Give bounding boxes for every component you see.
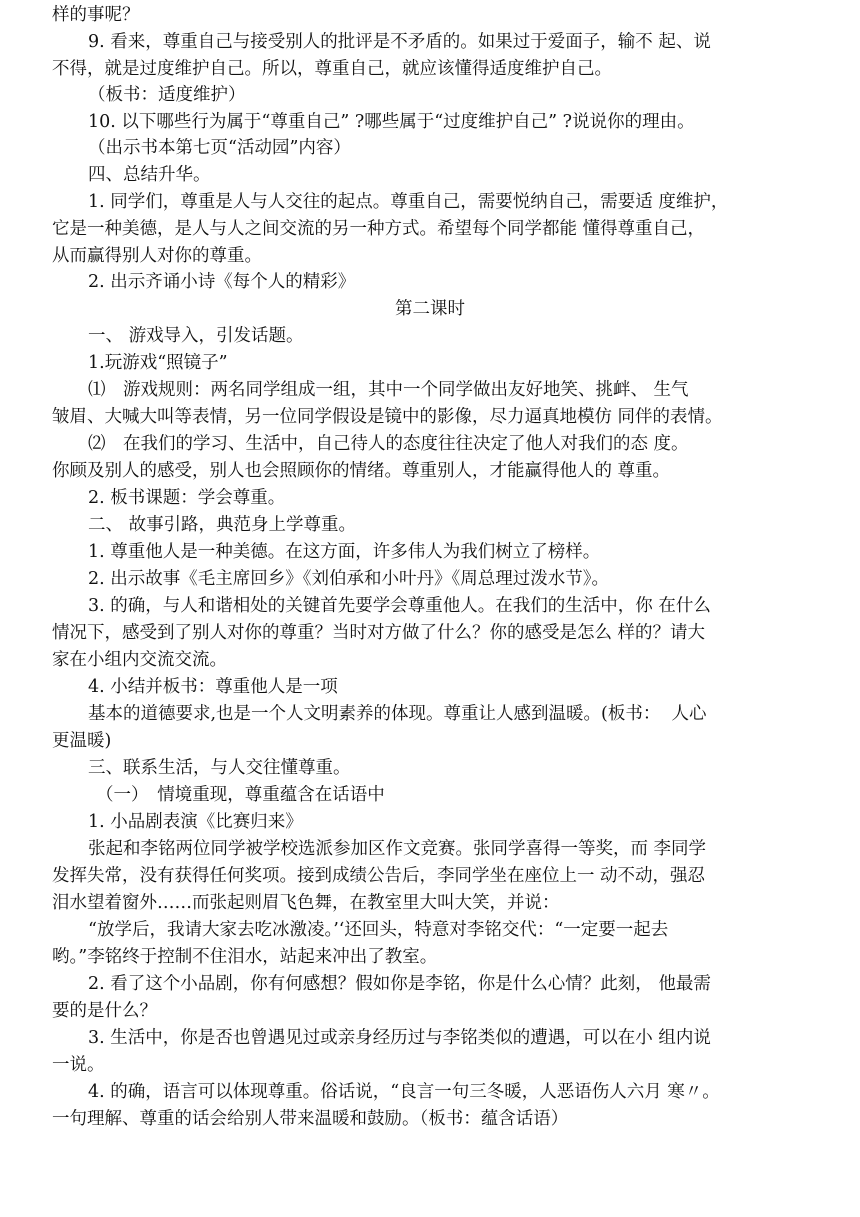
section-heading: 三、联系生活，与人交往懂尊重。 [88,758,351,778]
text-line: 家在小组内交流交流。 [52,650,227,670]
text-line: 3. 生活中，你是否也曾遇见过或亲身经历过与李铭类似的遭遇，可以在小 组内说 [88,1028,711,1048]
text-line: 不得，就是过度维护自己。所以，尊重自己，就应该懂得适度维护自己。 [52,59,612,79]
text-line: 9. 看来，尊重自己与接受别人的批评是不矛盾的。如果过于爱面子，输不 起、说 [88,32,711,52]
text-line: 2. 出示齐诵小诗《每个人的精彩》 [88,272,356,292]
text-line: 哟。”李铭终于控制不住泪水，站起来冲出了教室。 [52,947,438,967]
subsection-heading: （一） 情境重现，尊重蕴含在话语中 [96,785,385,805]
text-line: 2. 板书课题：学会尊重。 [88,488,286,508]
text-line: 从而赢得别人对你的尊重。 [52,246,262,266]
text-line: 发挥失常，没有获得任何奖项。接到成绩公告后，李同学坐在座位上一 动不动，强忍 [52,866,706,886]
text-line: 它是一种美德，是人与人之间交流的另一种方式。希望每个同学都能 懂得尊重自己， [52,219,706,239]
text-line: ⑵ 在我们的学习、生活中，自己待人的态度往往决定了他人对我们的态 度。 [88,434,689,454]
text-line: 1. 尊重他人是一种美德。在这方面，许多伟人为我们树立了榜样。 [88,542,601,562]
text-line: 一句理解、尊重的话会给别人带来温暖和鼓励。（板书：蕴含话语） [52,1109,569,1129]
text-line: 10. 以下哪些行为属于“尊重自己” ?哪些属于“过度维护自己” ?说说你的理由。 [88,112,695,132]
text-line: 4. 的确，语言可以体现尊重。俗话说，“良言一句三冬暖，人恶语伤人六月 寒〃。 [88,1082,720,1102]
text-line: 张起和李铭两位同学被学校选派参加区作文竞赛。张同学喜得一等奖，而 李同学 [88,839,707,859]
text-line: 你顾及别人的感受，别人也会照顾你的情绪。尊重别人，才能赢得他人的 尊重。 [52,461,671,481]
text-line: 1. 小品剧表演《比赛归来》 [88,812,303,832]
text-line: 一说。 [52,1055,105,1075]
lesson-title: 第二课时 [395,299,465,319]
text-line: 基本的道德要求,也是一个人文明素养的体现。尊重让人感到温暖。(板书： 人心 [88,704,707,724]
text-line: 2. 出示故事《毛主席回乡》《刘伯承和小叶丹》《周总理过泼水节》。 [88,569,610,589]
text-line: 2. 看了这个小品剧，你有何感想？假如你是李铭，你是什么心情？此刻， 他最需 [88,974,711,994]
text-line: 1.玩游戏“照镜子” [88,353,228,373]
text-line: 情况下，感受到了别人对你的尊重？当时对方做了什么？你的感受是怎么 样的？请大 [52,623,706,643]
text-line: 样的事呢？ [52,5,140,25]
text-line: 要的是什么？ [52,1001,157,1021]
board-note: （板书：适度维护） [88,85,246,105]
text-line: 泪水望着窗外……而张起则眉飞色舞，在教室里大叫大笑，并说： [52,893,560,913]
text-line: 皱眉、大喊大叫等表情，另一位同学假设是镜中的影像，尽力逼真地模仿 同伴的表情。 [52,407,723,427]
text-line: 4. 小结并板书：尊重他人是一项 [88,677,338,697]
text-line: ⑴ 游戏规则：两名同学组成一组，其中一个同学做出友好地笑、挑衅、 生气 [88,380,689,400]
text-line: 3. 的确，与人和谐相处的关键首先要学会尊重他人。在我们的生活中，你 在什么 [88,596,711,616]
section-heading: 四、总结升华。 [88,165,211,185]
text-line: 更温暖) [52,731,112,751]
section-heading: 二、 故事引路，典范身上学尊重。 [88,515,357,535]
text-line: （出示书本第七页“活动园”内容） [88,138,351,158]
text-line: 1. 同学们，尊重是人与人交往的起点。尊重自己，需要悦纳自己，需要适 度维护， [88,192,729,212]
section-heading: 一、 游戏导入，引发话题。 [88,326,304,346]
text-line: “放学后，我请大家去吃冰激凌。’‘还回头，特意对李铭交代：“一定要一起去 [88,920,669,940]
